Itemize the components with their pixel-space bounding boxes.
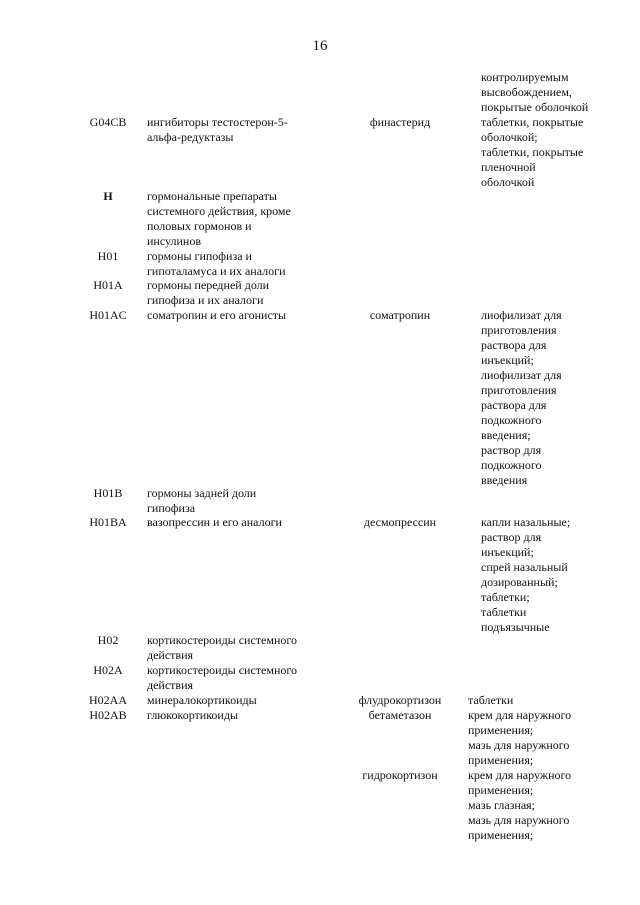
dosage-form: капли назальные; раствор для инъекций; спрей назальный дозированный; таблетки; таблетки подъязычные: [481, 515, 571, 634]
group-name: кортикостероиды системного действия: [147, 663, 298, 692]
dosage-form: лиофилизат для приготовления раствора для инъекций; лиофилизат для приготовления раствора для подкожного введения; раствор для подкожного введения: [481, 308, 562, 487]
group-name: кортикостероиды системного действия: [147, 633, 298, 662]
dosage-form: таблетки: [468, 693, 514, 707]
group-name: гормоны задней доли гипофиза: [147, 486, 257, 515]
atc-code: H02A: [93, 663, 123, 677]
dosage-form: крем для наружного применения; мазь глазная; мазь для наружного применения;: [468, 768, 572, 842]
group-name: минералокортикоиды: [147, 693, 257, 707]
drug-name: соматропин: [369, 308, 431, 322]
group-name: соматропин и его агонисты: [147, 308, 287, 322]
group-name: гормональные препараты системного действия, кроме половых гормонов и инсулинов: [147, 189, 291, 248]
page-number: 16: [312, 38, 328, 54]
group-name: гормоны гипофиза и гипоталамуса и их аналоги: [147, 249, 286, 278]
group-name: глюкокортикоиды: [147, 708, 239, 722]
atc-code: H01AC: [89, 308, 127, 322]
group-name: гормоны передней доли гипофиза и их аналоги: [147, 278, 270, 307]
group-name: вазопрессин и его аналоги: [147, 515, 282, 529]
atc-code: H02: [97, 633, 119, 647]
atc-code: H01B: [93, 486, 123, 500]
atc-code: H: [103, 189, 113, 203]
atc-code: H01A: [93, 278, 123, 292]
atc-code: H01BA: [89, 515, 127, 529]
atc-code: H02AB: [89, 708, 127, 722]
dosage-form: таблетки, покрытые оболочкой; таблетки, покрытые пленочной оболочкой: [481, 115, 584, 189]
drug-name: флудрокортизон: [358, 693, 442, 707]
drug-name: десмопрессин: [363, 515, 437, 529]
group-name: ингибиторы тестостерон-5- альфа-редуктазы: [147, 115, 288, 144]
atc-code: H01: [97, 249, 119, 263]
drug-name: бетаметазон: [368, 708, 432, 722]
drug-name: гидрокортизон: [362, 768, 438, 782]
dosage-form: крем для наружного применения; мазь для наружного применения;: [468, 708, 572, 767]
atc-code: G04CB: [89, 115, 127, 129]
dosage-form-continuation: контролируемым высвобождением, покрытые оболочкой: [481, 70, 589, 114]
atc-code: H02AA: [89, 693, 127, 707]
drug-name: финастерид: [369, 115, 431, 129]
